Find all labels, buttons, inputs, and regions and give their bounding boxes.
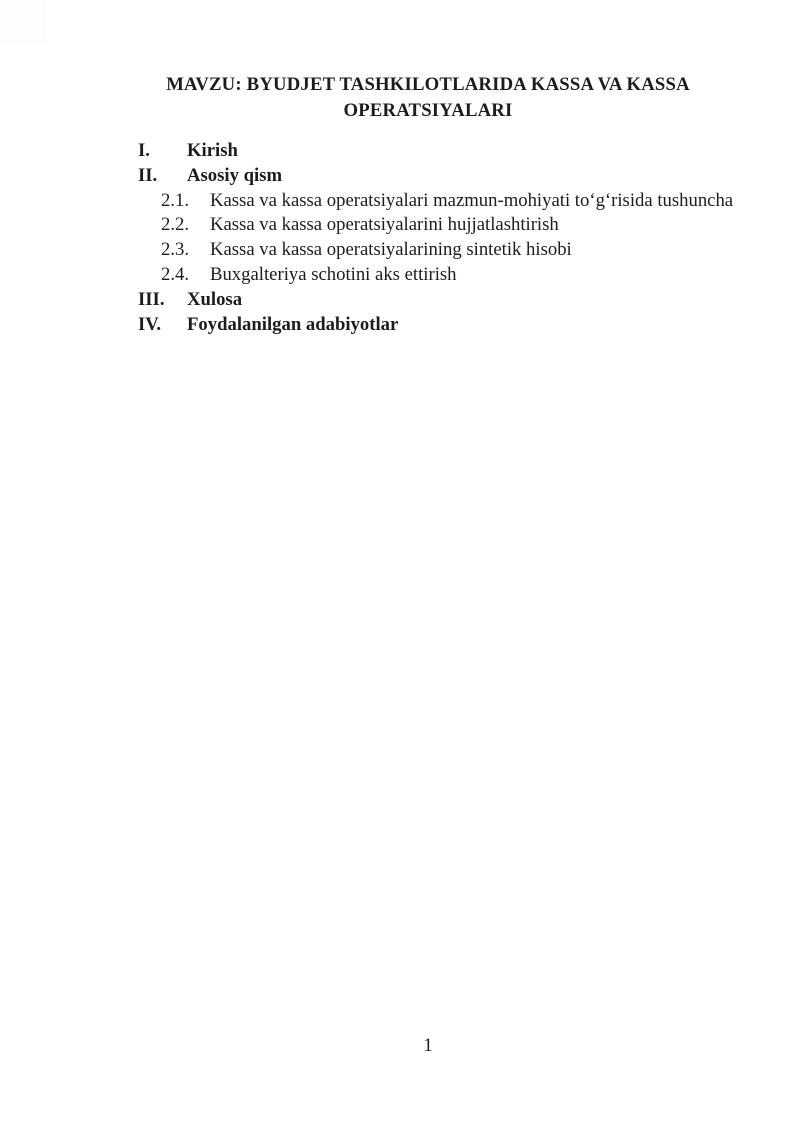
outline-item-label: Kassa va kassa operatsiyalarining sintetik hisobi xyxy=(210,239,572,261)
outline-item xyxy=(138,313,738,338)
document-title-line-2: OPERATSIYALARI xyxy=(343,100,513,121)
outline-item xyxy=(138,164,738,189)
outline-item-number: 2.4. xyxy=(161,263,190,285)
outline-item xyxy=(161,213,738,238)
outline-item xyxy=(138,288,738,313)
outline-list xyxy=(118,139,738,337)
outline-item xyxy=(161,238,738,263)
outline-item-label: Xulosa xyxy=(187,288,243,310)
outline-item-label: Buxgalteriya schotini aks ettirish xyxy=(210,263,457,285)
document-title xyxy=(118,72,738,124)
outline-item xyxy=(161,189,738,214)
outline-item-number: III. xyxy=(138,288,165,310)
outline-item-number: 2.1. xyxy=(161,189,190,211)
outline-item-number: 2.3. xyxy=(161,239,190,261)
outline-item-number: I. xyxy=(138,140,150,161)
outline-item-label: Kirish xyxy=(187,140,238,161)
page-number: 1 xyxy=(423,1035,433,1056)
outline-item-number: II. xyxy=(138,164,158,186)
outline-item-label: Foydalanilgan adabiyotlar xyxy=(187,313,399,335)
scan-artifact xyxy=(0,0,47,44)
outline-item-number: IV. xyxy=(138,313,162,335)
outline-item-label: Asosiy qism xyxy=(187,164,283,186)
outline-item-label: Kassa va kassa operatsiyalarini hujjatlashtirish xyxy=(210,214,559,236)
document-title-line-1: MAVZU: BYUDJET TASHKILOTLARIDA KASSA VA KASSA xyxy=(166,74,690,95)
outline-item xyxy=(138,139,738,164)
outline-item-label: Kassa va kassa operatsiyalari mazmun-mohiyati to‘g‘risida tushuncha xyxy=(210,189,734,211)
outline-item xyxy=(161,263,738,288)
document-content xyxy=(118,0,738,1131)
outline-item-number: 2.2. xyxy=(161,214,190,236)
